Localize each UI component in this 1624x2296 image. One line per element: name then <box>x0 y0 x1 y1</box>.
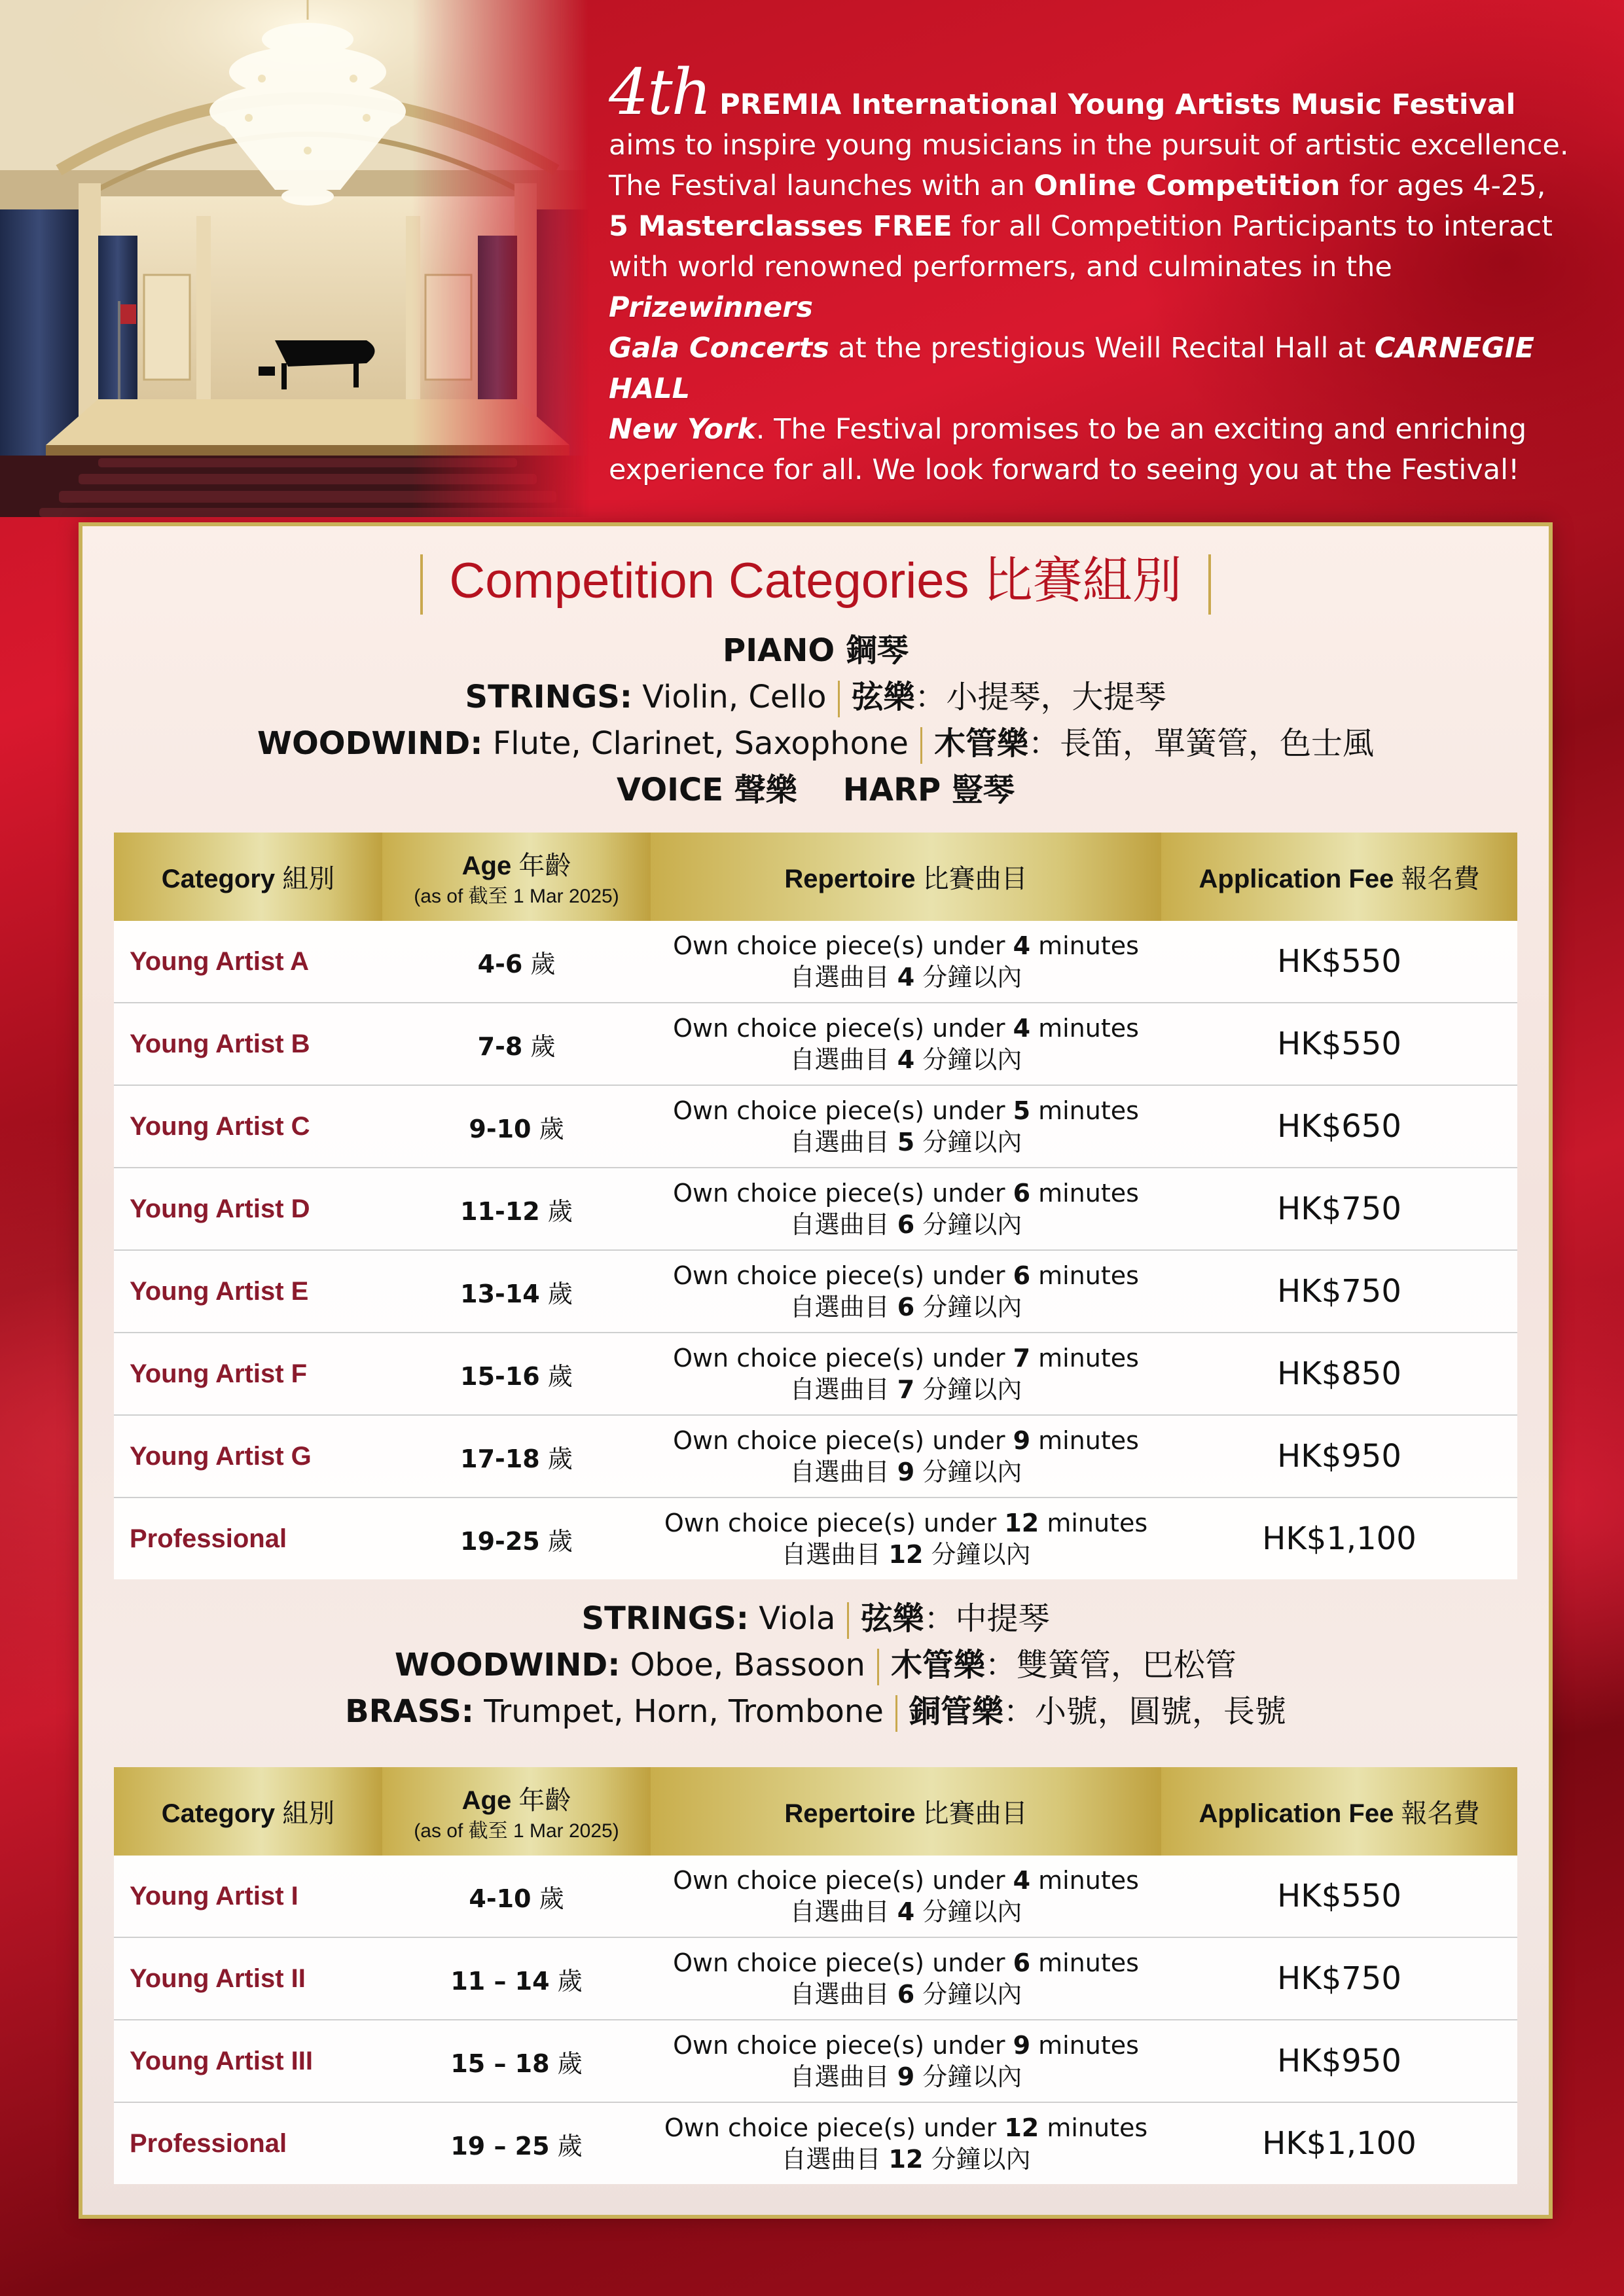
table-row <box>114 1498 1517 1579</box>
festival-intro <box>609 56 1604 490</box>
age-range: 4-10 歲 <box>382 1856 651 1937</box>
header-category: Category 組別 <box>114 833 382 921</box>
category-name: Young Artist III <box>114 2020 382 2102</box>
category-name: Young Artist A <box>114 921 382 1003</box>
repertoire: Own choice piece(s) under 12 minutes 自選曲目 12 分鐘以內 <box>651 1498 1161 1579</box>
application-fee: HK$750 <box>1161 1168 1517 1250</box>
age-range: 17-18 歲 <box>382 1415 651 1498</box>
header-category: Category 組別 <box>114 1767 382 1856</box>
table-row <box>114 1415 1517 1498</box>
repertoire: Own choice piece(s) under 7 minutes 自選曲目 7 分鐘以內 <box>651 1333 1161 1415</box>
age-range: 15-16 歲 <box>382 1333 651 1415</box>
table-row <box>114 1250 1517 1333</box>
category-name: Professional <box>114 1498 382 1579</box>
repertoire: Own choice piece(s) under 6 minutes 自選曲目 6 分鐘以內 <box>651 1250 1161 1333</box>
table-row <box>114 1003 1517 1085</box>
application-fee: HK$550 <box>1161 921 1517 1003</box>
repertoire: Own choice piece(s) under 9 minutes 自選曲目 9 分鐘以內 <box>651 1415 1161 1498</box>
category-name: Young Artist F <box>114 1333 382 1415</box>
table-1-body <box>114 921 1517 1579</box>
categories-table-1 <box>114 833 1517 1579</box>
header-fee: Application Fee 報名費 <box>1161 1767 1517 1856</box>
category-name: Young Artist D <box>114 1168 382 1250</box>
header-age: Age 年齡 (as of 截至 1 Mar 2025) <box>382 1767 651 1856</box>
table-row <box>114 921 1517 1003</box>
title-divider-right <box>1208 554 1211 615</box>
concert-hall-illustration <box>0 0 589 517</box>
age-range: 7-8 歲 <box>382 1003 651 1085</box>
intro-line-5: with world renowned performers, and culminates in the Prizewinners <box>609 251 1392 324</box>
intro-line-7: New York. The Festival promises to be an exciting and enriching <box>609 413 1527 446</box>
intro-line-6: Gala Concerts at the prestigious Weill Recital Hall at CARNEGIE HALL <box>609 332 1535 405</box>
table-row <box>114 1333 1517 1415</box>
table-header-row <box>114 1767 1517 1856</box>
intro-line-3: The Festival launches with an Online Competition for ages 4-25, <box>609 170 1546 202</box>
age-range: 9-10 歲 <box>382 1085 651 1168</box>
intro-line-2: aims to inspire young musicians in the pursuit of artistic excellence. <box>609 129 1569 162</box>
competition-categories-panel <box>79 522 1553 2219</box>
age-range: 19-25 歲 <box>382 1498 651 1579</box>
intro-line-8: experience for all. We look forward to seeing you at the Festival! <box>609 454 1520 486</box>
application-fee: HK$1,100 <box>1161 1498 1517 1579</box>
repertoire: Own choice piece(s) under 6 minutes 自選曲目 6 分鐘以內 <box>651 1168 1161 1250</box>
category-name: Young Artist I <box>114 1856 382 1937</box>
header-repertoire: Repertoire 比賽曲目 <box>651 833 1161 921</box>
repertoire: Own choice piece(s) under 9 minutes 自選曲目 9 分鐘以內 <box>651 2020 1161 2102</box>
repertoire: Own choice piece(s) under 5 minutes 自選曲目 5 分鐘以內 <box>651 1085 1161 1168</box>
category-name: Young Artist G <box>114 1415 382 1498</box>
panel-title: Competition Categories 比賽組別 <box>82 541 1549 615</box>
instrument-woodwind: WOODWIND: Flute, Clarinet, Saxophone 木管樂：長笛，單簧管，色士風 <box>82 721 1549 767</box>
application-fee: HK$750 <box>1161 1937 1517 2020</box>
age-range: 15 – 18 歲 <box>382 2020 651 2102</box>
hero-photo-concert-hall <box>0 0 589 517</box>
table-2-body <box>114 1856 1517 2184</box>
title-divider-left <box>420 554 423 615</box>
instrument-piano: PIANO 鋼琴 <box>723 632 909 669</box>
table-row <box>114 1085 1517 1168</box>
application-fee: HK$650 <box>1161 1085 1517 1168</box>
application-fee: HK$850 <box>1161 1333 1517 1415</box>
instruments-group-1 <box>82 628 1549 814</box>
instrument-viola: STRINGS: Viola 弦樂：中提琴 <box>82 1596 1549 1642</box>
instrument-oboe-bassoon: WOODWIND: Oboe, Bassoon 木管樂：雙簧管，巴松管 <box>82 1642 1549 1689</box>
header-repertoire: Repertoire 比賽曲目 <box>651 1767 1161 1856</box>
instruments-group-2 <box>82 1596 1549 1735</box>
age-range: 13-14 歲 <box>382 1250 651 1333</box>
header-age: Age 年齡 (as of 截至 1 Mar 2025) <box>382 833 651 921</box>
application-fee: HK$550 <box>1161 1856 1517 1937</box>
age-range: 19 – 25 歲 <box>382 2102 651 2184</box>
repertoire: Own choice piece(s) under 12 minutes 自選曲目 12 分鐘以內 <box>651 2102 1161 2184</box>
edition-ordinal: 4th <box>609 56 711 129</box>
age-range: 4-6 歲 <box>382 921 651 1003</box>
repertoire: Own choice piece(s) under 4 minutes 自選曲目 4 分鐘以內 <box>651 1003 1161 1085</box>
application-fee: HK$750 <box>1161 1250 1517 1333</box>
table-header-row <box>114 833 1517 921</box>
table-row <box>114 1937 1517 2020</box>
application-fee: HK$950 <box>1161 1415 1517 1498</box>
category-name: Young Artist B <box>114 1003 382 1085</box>
categories-table-2 <box>114 1767 1517 2184</box>
age-range: 11 – 14 歲 <box>382 1937 651 2020</box>
table-row <box>114 1856 1517 1937</box>
header-fee: Application Fee 報名費 <box>1161 833 1517 921</box>
intro-line-4: 5 Masterclasses FREE for all Competition Participants to interact <box>609 210 1553 243</box>
category-name: Professional <box>114 2102 382 2184</box>
repertoire: Own choice piece(s) under 6 minutes 自選曲目 6 分鐘以內 <box>651 1937 1161 2020</box>
instrument-voice-harp: VOICE 聲樂 HARP 豎琴 <box>617 772 1015 808</box>
category-name: Young Artist E <box>114 1250 382 1333</box>
table-row <box>114 1168 1517 1250</box>
instrument-brass: BRASS: Trumpet, Horn, Trombone 銅管樂：小號，圓號，長號 <box>82 1689 1549 1735</box>
application-fee: HK$550 <box>1161 1003 1517 1085</box>
application-fee: HK$950 <box>1161 2020 1517 2102</box>
instrument-strings: STRINGS: Violin, Cello 弦樂：小提琴，大提琴 <box>82 674 1549 721</box>
repertoire: Own choice piece(s) under 4 minutes 自選曲目 4 分鐘以內 <box>651 921 1161 1003</box>
intro-line-1 <box>609 56 1604 129</box>
age-range: 11-12 歲 <box>382 1168 651 1250</box>
category-name: Young Artist C <box>114 1085 382 1168</box>
table-row <box>114 2020 1517 2102</box>
repertoire: Own choice piece(s) under 4 minutes 自選曲目 4 分鐘以內 <box>651 1856 1161 1937</box>
festival-title: PREMIA International Young Artists Music Festival <box>719 88 1516 121</box>
category-name: Young Artist II <box>114 1937 382 2020</box>
application-fee: HK$1,100 <box>1161 2102 1517 2184</box>
table-row <box>114 2102 1517 2184</box>
